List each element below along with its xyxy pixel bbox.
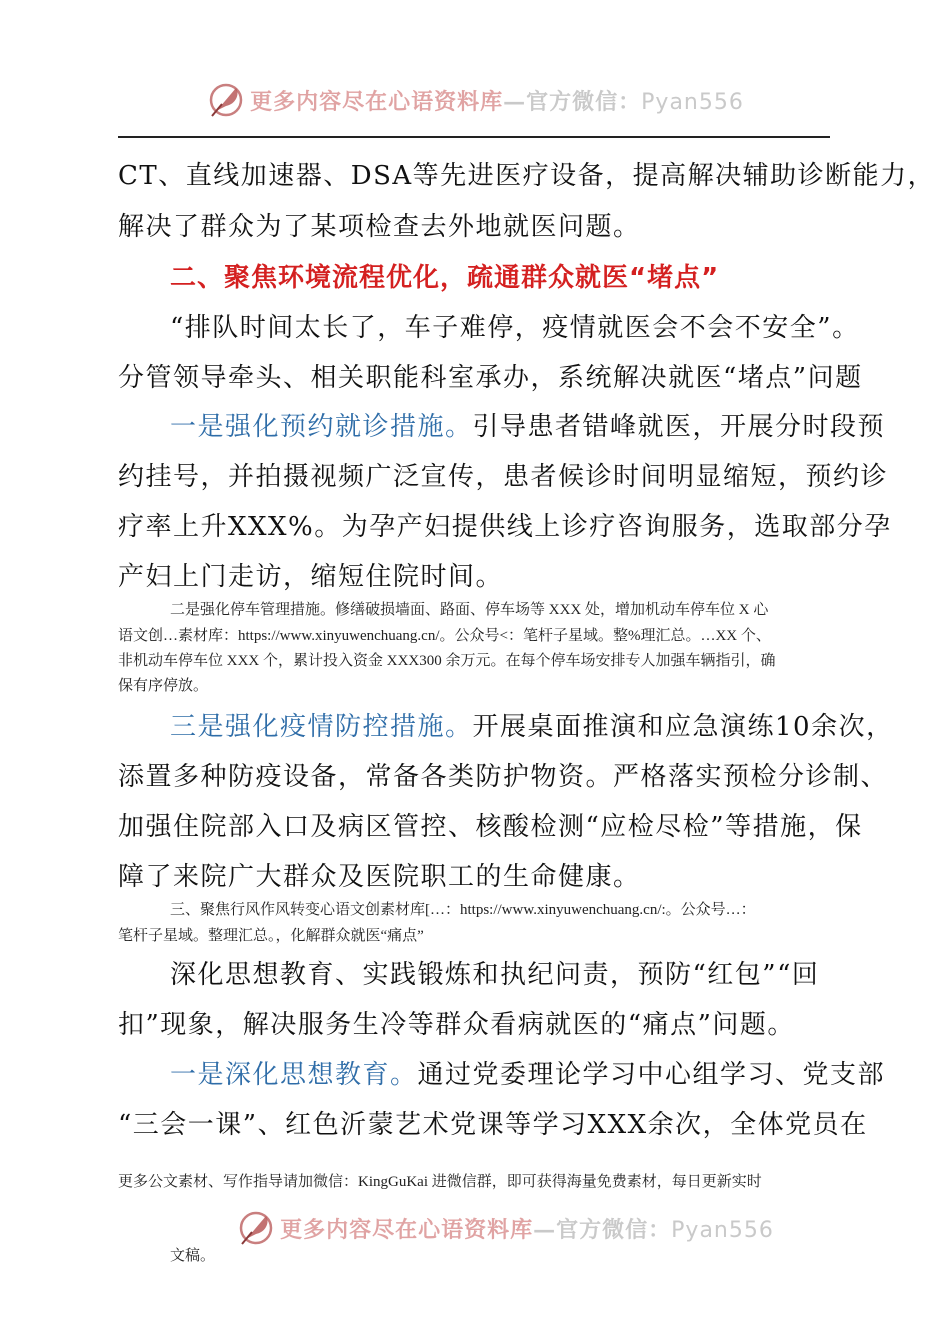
footer-note: 文稿。 — [170, 1248, 216, 1264]
lead-phrase: 一是深化思想教育。 — [170, 1060, 418, 1090]
body-line: 扣”现象，解决服务生冷等群众看病就医的“痛点”问题。 — [118, 1010, 795, 1040]
footer-note: 更多公文素材、写作指导请加微信：KingGuKai 进微信群，即可获得海量免费素材，每日更新实时 — [118, 1174, 762, 1190]
body-line: 深化思想教育、实践锻炼和执纪问责，预防“红包”“回 — [170, 960, 820, 990]
feather-logo-icon — [206, 80, 246, 120]
body-line: 添置多种防疫设备，常备各类防护物资。严格落实预检分诊制、 — [118, 762, 889, 792]
body-line: 疗率上升XXX%。为孕产妇提供线上诊疗咨询服务，选取部分孕 — [118, 512, 892, 542]
body-line: “排队时间太长了，车子难停，疫情就医会不会不安全”。 — [170, 313, 860, 343]
watermark-text: 更多内容尽在心语资料库—官方微信：Pyan556 — [250, 88, 744, 115]
lead-phrase: 三是强化疫情防控措施。 — [170, 712, 473, 742]
small-text-line: 语文创…素材库：https://www.xinyuwenchuang.cn/。公众号<：笔杆子星域。整%理汇总。…XX 个、 — [118, 628, 771, 644]
body-line: 一是深化思想教育。通过党委理论学习中心组学习、党支部 — [170, 1060, 886, 1090]
small-text-line: 保有序停放。 — [118, 678, 209, 694]
body-line: 产妇上门走访，缩短住院时间。 — [118, 562, 504, 592]
watermark-banner-bottom — [30, 1206, 950, 1250]
watermark-text: 更多内容尽在心语资料库—官方微信：Pyan556 — [280, 1216, 774, 1243]
body-line: 约挂号，并拍摄视频广泛宣传，患者候诊时间明显缩短，预约诊 — [118, 462, 889, 492]
lead-phrase: 一是强化预约就诊措施。 — [170, 412, 473, 442]
body-line: 三是强化疫情防控措施。开展桌面推演和应急演练10余次， — [170, 712, 894, 742]
body-line: 加强住院部入口及病区管控、核酸检测“应检尽检”等措施，保 — [118, 812, 863, 842]
watermark-banner-top — [0, 78, 950, 122]
body-line: 解决了群众为了某项检查去外地就医问题。 — [118, 212, 641, 242]
small-text-line: 笔杆子星域。整理汇总。，化解群众就医“痛点” — [118, 928, 424, 944]
body-line: 障了来院广大群众及医院职工的生命健康。 — [118, 862, 641, 892]
body-line: “三会一课”、红色沂蒙艺术党课等学习XXX余次，全体党员在 — [118, 1110, 868, 1140]
section-heading: 二、聚焦环境流程优化，疏通群众就医“堵点” — [170, 263, 720, 293]
feather-logo-icon — [236, 1208, 276, 1248]
small-text-line: 三、聚焦行风作风转变心语文创素材库[…：https://www.xinyuwenchuang.cn/:。公众号…： — [170, 902, 756, 918]
header-rule — [118, 136, 830, 138]
small-text-line: 非机动车停车位 XXX 个，累计投入资金 XXX300 余万元。在每个停车场安排专人加强车辆指引，确 — [118, 653, 776, 669]
body-line: 一是强化预约就诊措施。引导患者错峰就医，开展分时段预 — [170, 412, 886, 442]
body-line: CT、直线加速器、DSA等先进医疗设备，提高解决辅助诊断能力， — [118, 161, 936, 191]
small-text-line: 二是强化停车管理措施。修缮破损墙面、路面、停车场等 XXX 处，增加机动车停车位 X 心 — [170, 602, 769, 618]
body-line: 分管领导牵头、相关职能科室承办，系统解决就医“堵点”问题 — [118, 363, 863, 393]
